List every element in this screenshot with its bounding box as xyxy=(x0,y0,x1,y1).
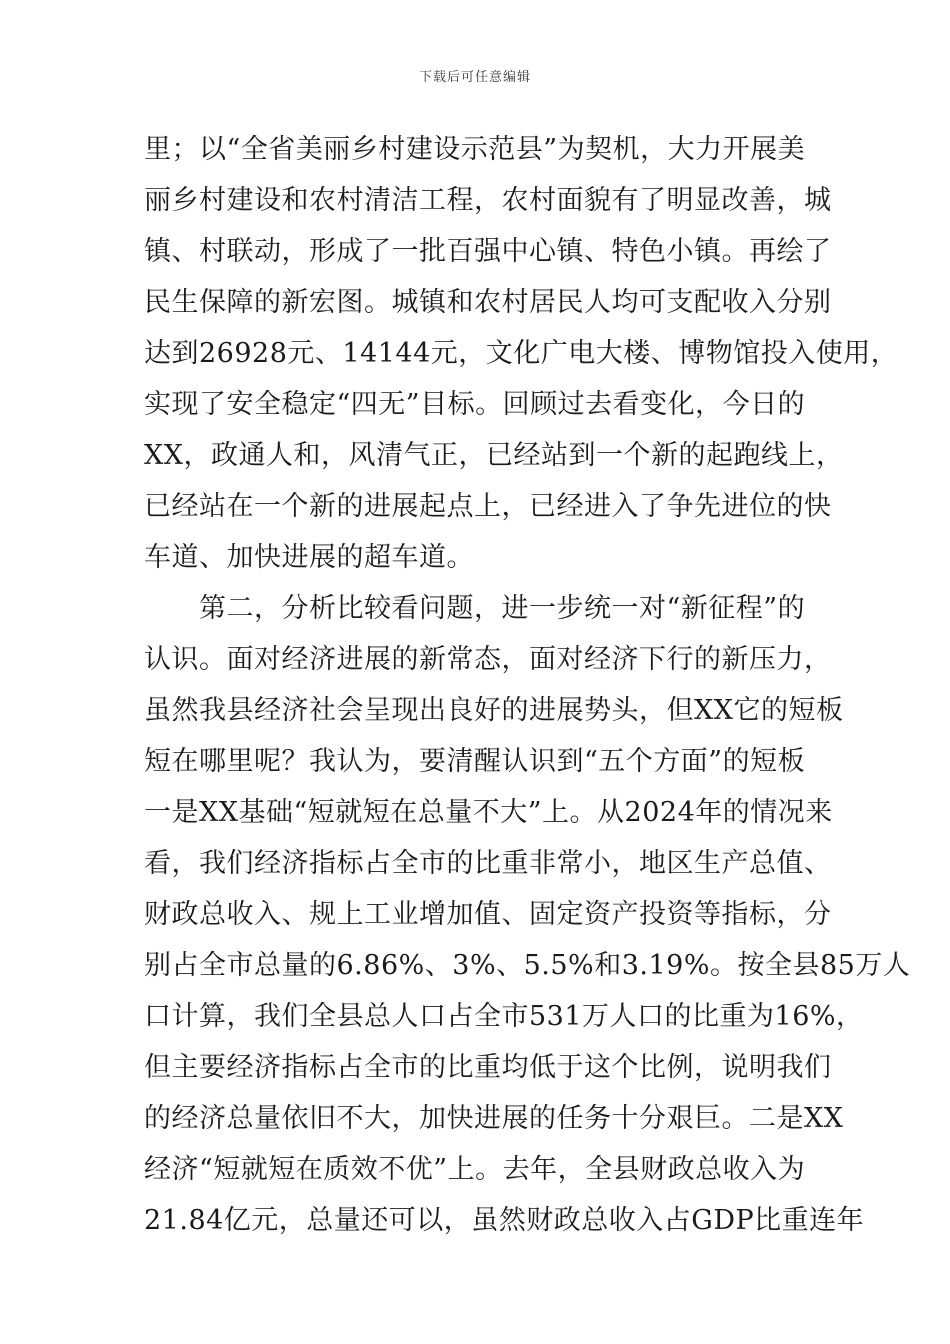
text-line: 认识。面对经济进展的新常态，面对经济下行的新压力， xyxy=(144,644,832,675)
document-body xyxy=(144,124,911,1246)
text-line: 镇、村联动，形成了一批百强中心镇、特色小镇。再绘了 xyxy=(144,236,832,267)
paragraph-start-line: 第二，分析比较看问题，进一步统一对“新征程”的 xyxy=(144,593,806,624)
text-line: 的经济总量依旧不大，加快进展的任务十分艰巨。二是XX xyxy=(144,1103,844,1134)
text-line: 已经站在一个新的进展起点上，已经进入了争先进位的快 xyxy=(144,491,832,522)
text-line: 经济“短就短在质效不优”上。去年，全县财政总收入为 xyxy=(144,1154,806,1185)
text-line: XX，政通人和，风清气正，已经站到一个新的起跑线上， xyxy=(144,440,844,471)
text-line: 一是XX基础“短就短在总量不大”上。从2024年的情况来 xyxy=(144,797,833,828)
text-line: 达到26928元、14144元，文化广电大楼、博物馆投入使用， xyxy=(144,338,899,369)
text-line: 车道、加快进展的超车道。 xyxy=(144,542,474,573)
text-line: 实现了安全稳定“四无”目标。回顾过去看变化，今日的 xyxy=(144,389,806,420)
page-header: 下载后可任意编辑 xyxy=(418,70,531,85)
text-line: 口计算，我们全县总人口占全市531万人口的比重为16%， xyxy=(144,1001,864,1032)
text-line: 民生保障的新宏图。城镇和农村居民人均可支配收入分别 xyxy=(144,287,832,318)
text-line: 丽乡村建设和农村清洁工程，农村面貌有了明显改善，城 xyxy=(144,185,832,216)
text-line: 21.84亿元，总量还可以，虽然财政总收入占GDP比重连年 xyxy=(144,1205,865,1236)
text-line: 里；以“全省美丽乡村建设示范县”为契机，大力开展美 xyxy=(144,134,806,165)
text-line: 但主要经济指标占全市的比重均低于这个比例，说明我们 xyxy=(144,1052,832,1083)
text-line: 虽然我县经济社会呈现出良好的进展势头，但XX它的短板 xyxy=(144,695,844,726)
text-line: 短在哪里呢？我认为，要清醒认识到“五个方面”的短板 xyxy=(144,746,806,777)
text-line: 财政总收入、规上工业增加值、固定资产投资等指标，分 xyxy=(144,899,832,930)
text-line: 别占全市总量的6.86%、3%、5.5%和3.19%。按全县85万人 xyxy=(144,950,911,981)
text-line: 看，我们经济指标占全市的比重非常小，地区生产总值、 xyxy=(144,848,832,879)
